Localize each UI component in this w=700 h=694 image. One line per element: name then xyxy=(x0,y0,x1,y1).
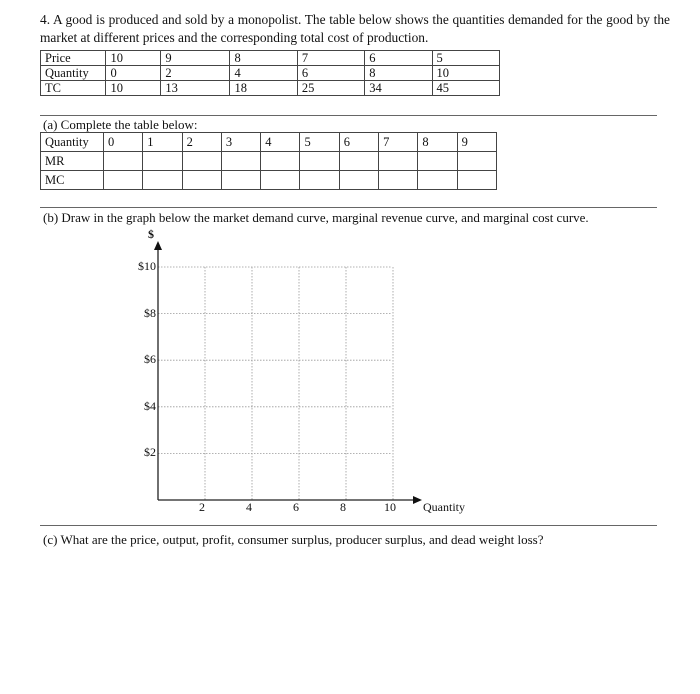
table-cell: 10 xyxy=(106,81,161,96)
quantity-cell: 3 xyxy=(221,133,260,152)
table-cell: 6 xyxy=(297,66,364,81)
x-axis-label: Quantity xyxy=(423,500,465,514)
quantity-cell: 6 xyxy=(339,133,378,152)
y-tick-label: $8 xyxy=(144,305,156,320)
quantity-cell: 8 xyxy=(418,133,457,152)
quantity-cell: 2 xyxy=(182,133,221,152)
x-axis-arrow-icon xyxy=(413,496,422,504)
x-tick-label: 4 xyxy=(246,500,252,514)
quantity-cell: 5 xyxy=(300,133,339,152)
part-a-label: (a) Complete the table below: xyxy=(43,117,198,132)
table-cell: 45 xyxy=(432,81,499,96)
part-c-label: (c) What are the price, output, profit, consumer surplus, producer surplus, and dead weight loss? xyxy=(43,532,544,547)
row-label: TC xyxy=(41,81,106,96)
table-cell: 4 xyxy=(230,66,297,81)
quantity-cell: 7 xyxy=(379,133,418,152)
table-cell: 25 xyxy=(297,81,364,96)
question-intro: 4. A good is produced and sold by a monopolist. The table below shows the quantities demanded for the good by the market at different prices and the corresponding total cost of production. xyxy=(40,12,670,45)
table-cell: 13 xyxy=(161,81,230,96)
table-cell: 10 xyxy=(432,66,499,81)
quantity-cell: 9 xyxy=(457,133,496,152)
table-cell: 8 xyxy=(230,51,297,66)
table-cell: 6 xyxy=(365,51,432,66)
x-tick-label: 10 xyxy=(384,500,396,514)
quantity-cell: 1 xyxy=(143,133,182,152)
y-tick-label: $2 xyxy=(144,445,156,460)
table-cell: 10 xyxy=(106,51,161,66)
x-tick-label: 8 xyxy=(340,500,346,514)
y-tick-label: $10 xyxy=(138,259,156,273)
y-axis-arrow-icon xyxy=(154,241,162,250)
y-axis-label: $ xyxy=(148,227,154,241)
y-tick-label: $6 xyxy=(144,352,156,367)
divider xyxy=(40,525,657,526)
table-cell: 5 xyxy=(432,51,499,66)
row-label: MC xyxy=(41,171,104,190)
quantity-cell: 4 xyxy=(261,133,300,152)
table-cell: 2 xyxy=(161,66,230,81)
row-label: Price xyxy=(41,51,106,66)
row-label: MR xyxy=(41,152,104,171)
table-cell: 9 xyxy=(161,51,230,66)
quantity-cell: 0 xyxy=(104,133,143,152)
table-cell: 18 xyxy=(230,81,297,96)
part-b-label: (b) Draw in the graph below the market demand curve, marginal revenue curve, and marginal cost curve. xyxy=(43,210,589,225)
table-cell: 7 xyxy=(297,51,364,66)
x-tick-label: 6 xyxy=(293,500,299,514)
x-tick-label: 2 xyxy=(199,500,205,514)
quantity-header: Quantity xyxy=(41,133,104,152)
row-label: Quantity xyxy=(41,66,106,81)
table-cell: 0 xyxy=(106,66,161,81)
y-tick-label: $4 xyxy=(144,398,156,413)
table-cell: 8 xyxy=(365,66,432,81)
table-cell: 34 xyxy=(365,81,432,96)
